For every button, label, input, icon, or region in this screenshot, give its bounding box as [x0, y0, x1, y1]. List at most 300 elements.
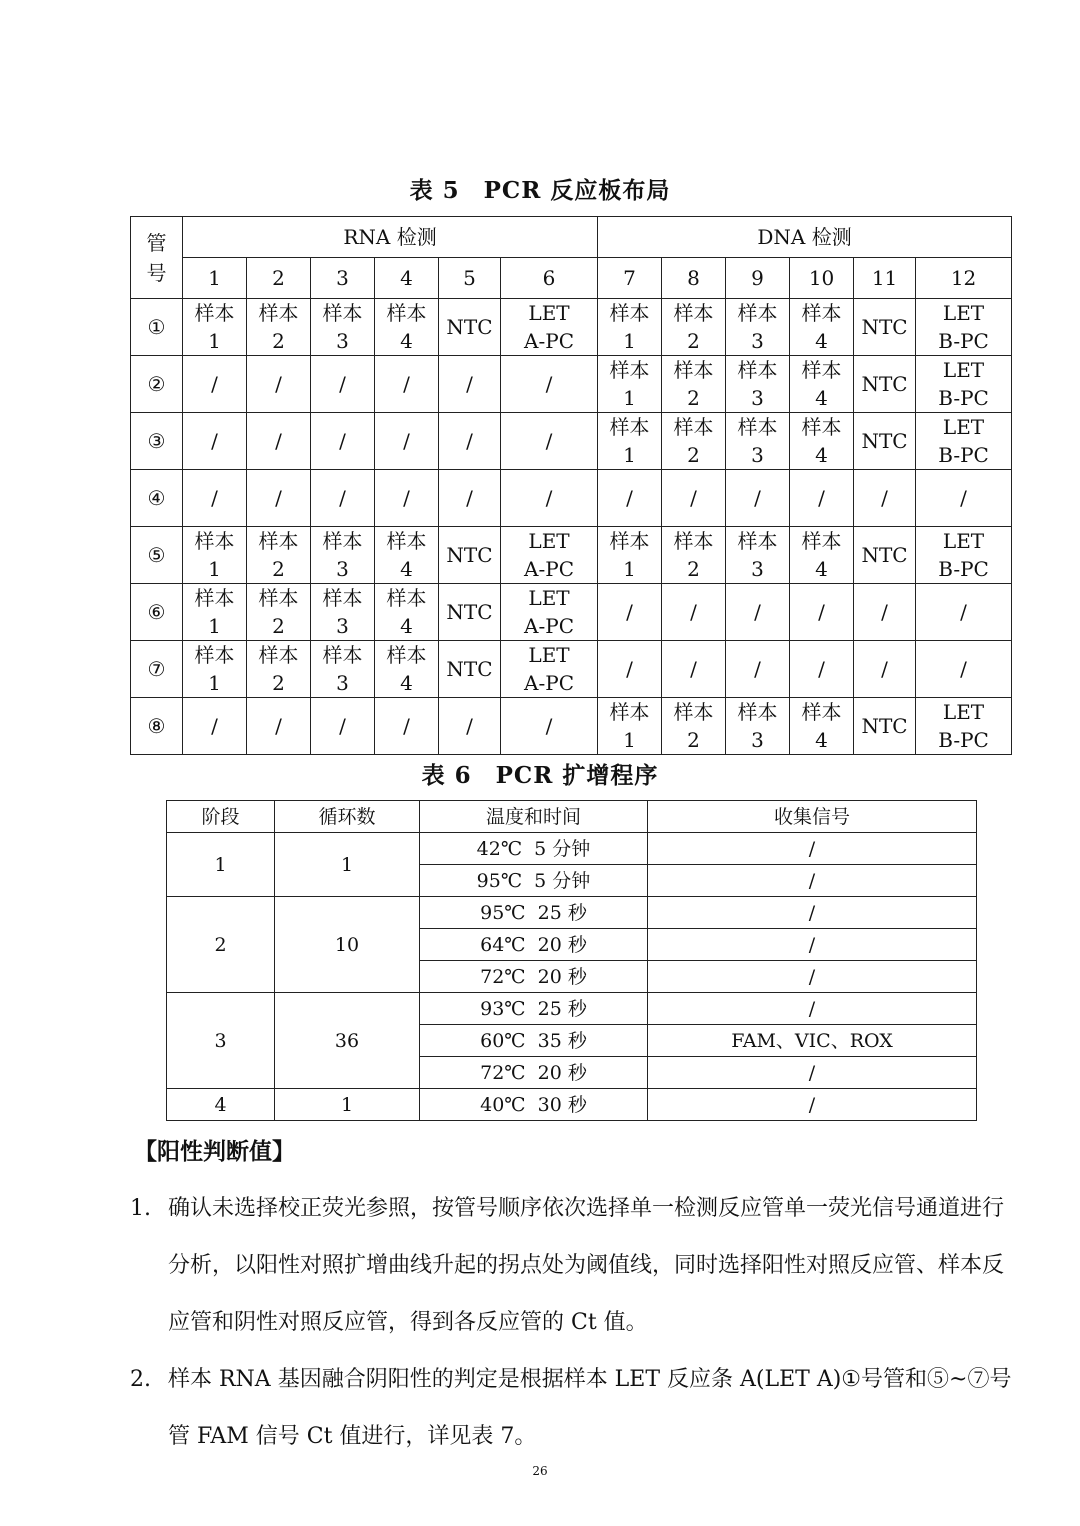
cell-line: 1 [623, 443, 636, 467]
header-row [167, 801, 977, 833]
cell-line: A-PC [524, 329, 574, 353]
cell-line: NTC [446, 657, 493, 681]
stage-cell: 2 [167, 897, 275, 993]
tube-label: ⑤ [131, 527, 183, 584]
plate-cell [247, 527, 311, 584]
cell-line: 3 [336, 329, 349, 353]
plate-cell [854, 470, 916, 527]
cell-line: 4 [400, 671, 413, 695]
plate-cell [726, 584, 790, 641]
table-row [131, 413, 1012, 470]
cell-line: 3 [336, 671, 349, 695]
plate-cell [854, 527, 916, 584]
item-number: 2. [130, 1367, 151, 1392]
plate-cell [790, 356, 854, 413]
cell-line: / [881, 600, 888, 624]
signal-cell: FAM、VIC、ROX [648, 1025, 977, 1057]
cell-line: / [818, 657, 825, 681]
plate-cell [183, 470, 247, 527]
cell-line: / [211, 429, 218, 453]
cell-line: / [466, 714, 473, 738]
cell-line: 样本 [386, 301, 427, 325]
plate-cell [598, 698, 662, 755]
cell-line: / [626, 600, 633, 624]
cell-line: 样本 [322, 643, 363, 667]
cell-line: 样本 [386, 586, 427, 610]
cell-line: 2 [687, 386, 700, 410]
cell-line: / [960, 657, 967, 681]
temp-time-cell: 64℃ 20 秒 [420, 929, 648, 961]
column-header: 循环数 [275, 801, 420, 833]
plate-cell [375, 356, 439, 413]
plate-cell [598, 584, 662, 641]
tube-label: ③ [131, 413, 183, 470]
cell-line: 样本 [801, 415, 842, 439]
plate-cell [790, 470, 854, 527]
cell-line: 3 [751, 386, 764, 410]
cell-line: / [339, 714, 346, 738]
plate-cell [726, 470, 790, 527]
cycles-cell: 36 [275, 993, 420, 1089]
table-row [131, 470, 1012, 527]
cell-line: 样本 [258, 586, 299, 610]
cell-line: / [403, 486, 410, 510]
column-header: 2 [247, 258, 311, 299]
plate-cell [183, 299, 247, 356]
table-row [131, 299, 1012, 356]
plate-cell [311, 470, 375, 527]
cell-line: 2 [687, 557, 700, 581]
cell-line: 1 [208, 614, 221, 638]
plate-cell [854, 356, 916, 413]
table-row [131, 356, 1012, 413]
tube-label: ② [131, 356, 183, 413]
cell-line: / [881, 657, 888, 681]
cell-line: 样本 [609, 301, 650, 325]
cell-line: / [339, 372, 346, 396]
cell-line: LET [942, 700, 985, 724]
cell-line: LET [942, 301, 985, 325]
cell-line: 3 [751, 443, 764, 467]
plate-cell [916, 356, 1012, 413]
cell-line: 样本 [194, 529, 235, 553]
cell-line: / [339, 429, 346, 453]
signal-cell: / [648, 1057, 977, 1089]
cell-line: 样本 [322, 529, 363, 553]
plate-cell [375, 470, 439, 527]
cell-line: LET [528, 643, 570, 667]
signal-cell: / [648, 993, 977, 1025]
corner-header [131, 217, 183, 299]
cell-line: 2 [687, 728, 700, 752]
cell-line: 样本 [801, 301, 842, 325]
plate-cell [247, 356, 311, 413]
plate-cell [662, 413, 726, 470]
plate-cell [598, 356, 662, 413]
cell-line: 样本 [386, 529, 427, 553]
cell-line: / [960, 486, 967, 510]
plate-cell [726, 698, 790, 755]
cell-line: 4 [815, 329, 828, 353]
plate-cell [726, 299, 790, 356]
cell-line: / [275, 486, 282, 510]
cell-line: 样本 [737, 301, 778, 325]
plate-cell [501, 527, 598, 584]
cell-line: / [960, 600, 967, 624]
cell-line: / [211, 714, 218, 738]
cell-line: NTC [446, 543, 493, 567]
cell-line: B-PC [938, 386, 989, 410]
cell-line: 1 [623, 386, 636, 410]
signal-cell: / [648, 1089, 977, 1121]
cell-line: / [339, 486, 346, 510]
cell-line: 样本 [673, 358, 714, 382]
cell-line: / [466, 486, 473, 510]
cell-line: / [275, 372, 282, 396]
column-header: 8 [662, 258, 726, 299]
stage-cell: 3 [167, 993, 275, 1089]
cell-line: 4 [815, 728, 828, 752]
temp-time-cell: 72℃ 20 秒 [420, 1057, 648, 1089]
plate-cell [790, 641, 854, 698]
cell-line: NTC [446, 315, 493, 339]
cell-line: NTC [861, 429, 908, 453]
cell-line: / [545, 429, 553, 453]
page-number: 26 [532, 1464, 548, 1478]
cell-line: NTC [861, 714, 908, 738]
plate-cell [854, 698, 916, 755]
plate-cell [247, 413, 311, 470]
cell-line: 样本 [673, 415, 714, 439]
plate-cell [375, 527, 439, 584]
table6-caption: 表 6 PCR 扩增程序 [421, 762, 659, 789]
plate-cell [439, 299, 501, 356]
cell-line: 2 [687, 329, 700, 353]
plate-cell [311, 413, 375, 470]
cell-line: 4 [815, 443, 828, 467]
cell-line: LET [942, 358, 985, 382]
cell-line: 3 [751, 557, 764, 581]
signal-cell: / [648, 929, 977, 961]
cell-line: A-PC [524, 671, 574, 695]
plate-cell [916, 527, 1012, 584]
plate-cell [311, 641, 375, 698]
stage-cell: 1 [167, 833, 275, 897]
table-row [131, 584, 1012, 641]
cell-line: 样本 [673, 700, 714, 724]
column-header: 3 [311, 258, 375, 299]
list-item-1 [130, 1180, 1020, 1351]
cell-line: 样本 [386, 643, 427, 667]
plate-cell [790, 584, 854, 641]
plate-cell [311, 698, 375, 755]
plate-cell [439, 698, 501, 755]
cell-line: 样本 [673, 301, 714, 325]
tube-label: ① [131, 299, 183, 356]
table-row [167, 1089, 977, 1121]
cell-line: / [545, 714, 553, 738]
plate-cell [598, 470, 662, 527]
tube-label: ⑧ [131, 698, 183, 755]
tube-label: ④ [131, 470, 183, 527]
cell-line: NTC [861, 543, 908, 567]
temp-time-cell: 42℃ 5 分钟 [420, 833, 648, 865]
plate-cell [916, 641, 1012, 698]
plate-cell [598, 413, 662, 470]
plate-cell [916, 698, 1012, 755]
plate-cell [854, 641, 916, 698]
stage-cell: 4 [167, 1089, 275, 1121]
corner-label: 管号 [146, 230, 167, 285]
plate-cell [183, 698, 247, 755]
cell-line: 样本 [737, 415, 778, 439]
plate-cell [790, 299, 854, 356]
cell-line: 3 [751, 728, 764, 752]
plate-cell [726, 641, 790, 698]
cell-line: 2 [687, 443, 700, 467]
cell-line: NTC [861, 372, 908, 396]
plate-cell [726, 413, 790, 470]
column-header: 5 [439, 258, 501, 299]
cell-line: 2 [272, 329, 285, 353]
cell-line: 1 [208, 557, 221, 581]
plate-cell [375, 299, 439, 356]
plate-cell [790, 527, 854, 584]
plate-cell [311, 356, 375, 413]
plate-cell [183, 584, 247, 641]
cell-line: LET [528, 529, 570, 553]
cycles-cell: 1 [275, 833, 420, 897]
cell-line: / [466, 372, 473, 396]
table-row [167, 833, 977, 865]
cell-line: A-PC [524, 557, 574, 581]
cell-line: 样本 [258, 301, 299, 325]
cycles-cell: 1 [275, 1089, 420, 1121]
plate-cell [247, 299, 311, 356]
cell-line: 样本 [801, 529, 842, 553]
cell-line: 2 [272, 614, 285, 638]
plate-cell [183, 413, 247, 470]
plate-cell [311, 584, 375, 641]
plate-cell [501, 584, 598, 641]
table-row [131, 641, 1012, 698]
plate-cell [501, 470, 598, 527]
plate-cell [501, 413, 598, 470]
signal-cell: / [648, 865, 977, 897]
plate-cell [439, 356, 501, 413]
cell-line: 样本 [194, 586, 235, 610]
temp-time-cell: 40℃ 30 秒 [420, 1089, 648, 1121]
cell-line: 样本 [801, 358, 842, 382]
plate-cell [501, 698, 598, 755]
cell-line: / [545, 486, 553, 510]
tube-label: ⑥ [131, 584, 183, 641]
cell-line: B-PC [938, 728, 989, 752]
cell-line: 样本 [801, 700, 842, 724]
cycles-cell: 10 [275, 897, 420, 993]
cell-line: 4 [400, 329, 413, 353]
section-heading: 【阳性判断值】 [134, 1138, 295, 1165]
cell-line: / [690, 600, 697, 624]
table5-caption: 表 5 PCR 反应板布局 [409, 177, 671, 204]
tube-label: ⑦ [131, 641, 183, 698]
temp-time-cell: 72℃ 20 秒 [420, 961, 648, 993]
plate-cell [375, 413, 439, 470]
cell-line: 3 [336, 614, 349, 638]
cell-line: 样本 [737, 700, 778, 724]
plate-cell [916, 470, 1012, 527]
plate-cell [439, 641, 501, 698]
cell-line: / [754, 657, 761, 681]
cell-line: / [690, 657, 697, 681]
plate-cell [311, 527, 375, 584]
cell-line: / [211, 372, 218, 396]
cell-line: NTC [446, 600, 493, 624]
cell-line: 样本 [322, 301, 363, 325]
cell-line: / [690, 486, 697, 510]
cell-line: / [545, 372, 553, 396]
cell-line: 1 [208, 671, 221, 695]
plate-cell [598, 527, 662, 584]
table-row [167, 897, 977, 929]
column-header: 7 [598, 258, 662, 299]
plate-cell [311, 299, 375, 356]
column-header: 10 [790, 258, 854, 299]
table-row [167, 993, 977, 1025]
cell-line: NTC [861, 315, 908, 339]
column-header: 阶段 [167, 801, 275, 833]
plate-cell [726, 527, 790, 584]
cell-line: 样本 [609, 529, 650, 553]
signal-cell: / [648, 833, 977, 865]
cell-line: / [275, 429, 282, 453]
cell-line: 样本 [737, 358, 778, 382]
column-header: 收集信号 [648, 801, 977, 833]
cell-line: 1 [623, 728, 636, 752]
plate-cell [916, 413, 1012, 470]
plate-cell [247, 584, 311, 641]
plate-cell [854, 299, 916, 356]
plate-cell [662, 584, 726, 641]
cell-line: / [466, 429, 473, 453]
signal-cell: / [648, 897, 977, 929]
cell-line: / [403, 714, 410, 738]
item-text: 样本 RNA 基因融合阴阳性的判定是根据样本 LET 反应条 A(LET A)①号管和⑤~⑦号管 FAM 信号 Ct 值进行，详见表 7。 [168, 1367, 1012, 1449]
plate-cell [501, 641, 598, 698]
plate-cell [662, 698, 726, 755]
cell-line: / [818, 486, 825, 510]
cell-line: LET [942, 415, 985, 439]
cell-line: 样本 [609, 358, 650, 382]
cell-line: 样本 [258, 643, 299, 667]
plate-cell [183, 641, 247, 698]
plate-cell [662, 527, 726, 584]
plate-cell [375, 641, 439, 698]
table-row [131, 527, 1012, 584]
plate-cell [247, 641, 311, 698]
plate-cell [662, 356, 726, 413]
plate-cell [726, 356, 790, 413]
column-header: 温度和时间 [420, 801, 648, 833]
temp-time-cell: 95℃ 5 分钟 [420, 865, 648, 897]
cell-line: 1 [208, 329, 221, 353]
cell-line: 4 [815, 557, 828, 581]
cell-line: A-PC [524, 614, 574, 638]
cell-line: 样本 [258, 529, 299, 553]
cell-line: 1 [623, 557, 636, 581]
cell-line: / [881, 486, 888, 510]
dna-group-header: DNA 检测 [598, 217, 1012, 258]
cell-line: B-PC [938, 329, 989, 353]
cell-line: 样本 [322, 586, 363, 610]
plate-cell [916, 584, 1012, 641]
plate-cell [662, 299, 726, 356]
cell-line: LET [528, 586, 570, 610]
plate-cell [790, 413, 854, 470]
plate-cell [501, 299, 598, 356]
temp-time-cell: 60℃ 35 秒 [420, 1025, 648, 1057]
cell-line: / [754, 486, 761, 510]
cell-line: 样本 [737, 529, 778, 553]
cell-line: 4 [400, 557, 413, 581]
cell-line: / [403, 429, 410, 453]
plate-cell [790, 698, 854, 755]
item-text: 确认未选择校正荧光参照，按管号顺序依次选择单一检测反应管单一荧光信号通道进行分析，以阳性对照扩增曲线升起的拐点处为阈值线，同时选择阳性对照反应管、样本反应管和阴性对照反应管，得到各反应管的 Ct 值。 [168, 1196, 1005, 1335]
cell-line: 3 [751, 329, 764, 353]
cell-line: / [275, 714, 282, 738]
plate-cell [439, 470, 501, 527]
plate-cell [183, 527, 247, 584]
plate-cell [247, 698, 311, 755]
column-header: 12 [916, 258, 1012, 299]
cell-line: 2 [272, 557, 285, 581]
cell-line: 4 [400, 614, 413, 638]
column-header: 4 [375, 258, 439, 299]
cell-line: LET [528, 301, 570, 325]
plate-cell [439, 584, 501, 641]
plate-cell [598, 641, 662, 698]
plate-cell [375, 698, 439, 755]
plate-cell [183, 356, 247, 413]
plate-cell [854, 413, 916, 470]
plate-cell [375, 584, 439, 641]
cell-line: 4 [815, 386, 828, 410]
cell-line: / [403, 372, 410, 396]
plate-cell [916, 299, 1012, 356]
signal-cell: / [648, 961, 977, 993]
cell-line: 样本 [609, 700, 650, 724]
cell-line: B-PC [938, 443, 989, 467]
plate-cell [439, 413, 501, 470]
plate-cell [662, 470, 726, 527]
column-header: 11 [854, 258, 916, 299]
cell-line: 1 [623, 329, 636, 353]
plate-cell [439, 527, 501, 584]
column-header: 9 [726, 258, 790, 299]
plate-cell [662, 641, 726, 698]
pcr-program-table [166, 800, 977, 1121]
cell-line: / [211, 486, 218, 510]
cell-line: 样本 [673, 529, 714, 553]
cell-line: / [754, 600, 761, 624]
cell-line: 样本 [609, 415, 650, 439]
cell-line: / [818, 600, 825, 624]
temp-time-cell: 93℃ 25 秒 [420, 993, 648, 1025]
cell-line: 样本 [194, 301, 235, 325]
plate-cell [247, 470, 311, 527]
plate-cell [854, 584, 916, 641]
item-number: 1. [130, 1196, 151, 1221]
